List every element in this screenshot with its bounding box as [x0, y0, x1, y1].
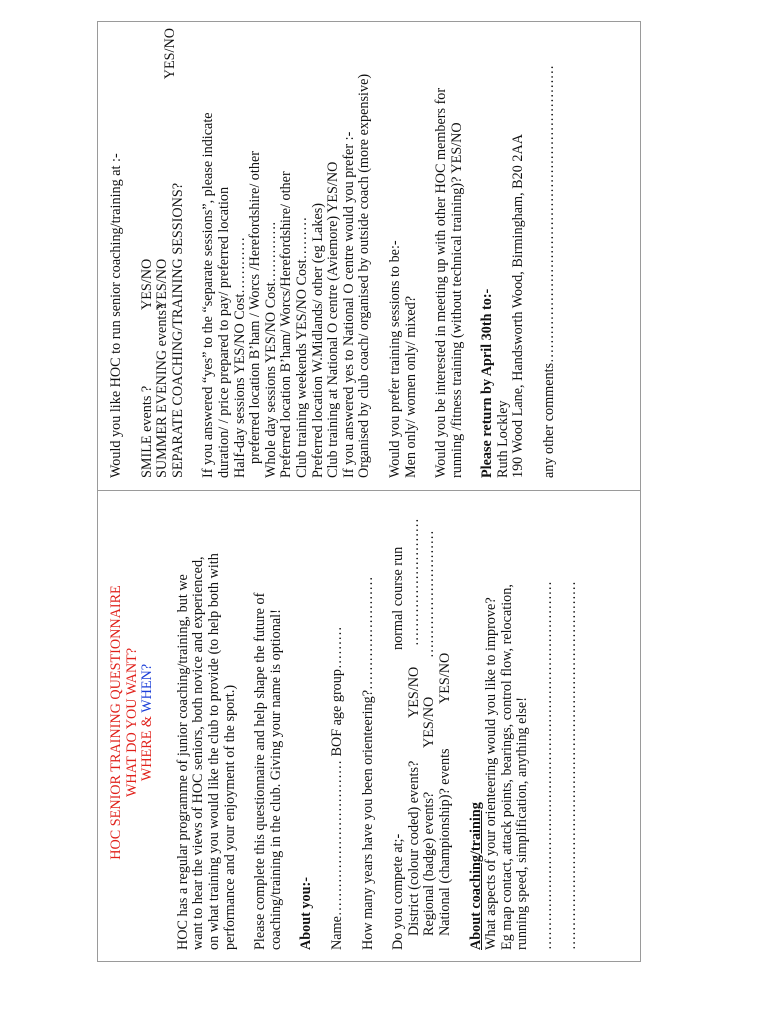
- prefer-line[interactable]: Men only/ women only/ mixed?: [402, 295, 419, 478]
- compete-label: Regional (badge) events?: [421, 791, 438, 936]
- separate-line: If you answered “yes” to the “separate sessions”, please indicate: [200, 112, 217, 478]
- compete-row: [407, 495, 423, 950]
- compete-row: [438, 495, 454, 950]
- event-label: SMILE events ?: [138, 385, 155, 478]
- compete-heading-row: [391, 495, 407, 950]
- separate-line[interactable]: Half-day sessions YES/NO Cost…………: [231, 236, 248, 478]
- title-line-3: [140, 495, 156, 950]
- prefer-line: Would you prefer training sessions to be:-: [386, 240, 403, 478]
- please-line: coaching/training in the club. Giving your name is optional!: [267, 609, 284, 950]
- separate-line[interactable]: Club training weekends YES/NO Cost………: [293, 216, 310, 478]
- separate-line[interactable]: Whole day sessions YES/NO Cost………….: [262, 221, 279, 478]
- left-panel: [97, 495, 641, 950]
- meet-line: Would you be interested in meeting up with other HOC members for: [433, 87, 450, 478]
- name-field[interactable]: Name…………………………… BOF age group………: [328, 626, 345, 950]
- title-when: WHEN?: [139, 663, 156, 717]
- compete-row: [422, 495, 438, 950]
- intro-line: performance and your enjoyment of the sport.): [221, 684, 238, 950]
- event-row: [155, 28, 171, 478]
- compete-fill[interactable]: ………………………: [421, 530, 438, 658]
- event-row: [140, 28, 156, 478]
- compete-label: National (championship)? events: [436, 748, 453, 936]
- event-yes-no[interactable]: YES/NO: [161, 28, 178, 80]
- separate-sessions-block: [201, 28, 373, 478]
- years-field[interactable]: How many years have you been orienteering?……………………: [359, 576, 376, 950]
- event-label: SEPARATE COACHING/TRAINING SESSIONS?: [169, 182, 186, 478]
- separate-line: Preferred location B’ham/ Worcs/Herefordshire/ other: [278, 171, 295, 478]
- event-label: SUMMER EVENING events?: [154, 303, 171, 478]
- separate-line: Preferred location W.Midlands/ other (eg Lakes): [309, 203, 326, 478]
- separate-line: If you answered yes to National O centre would you prefer :-: [340, 131, 357, 478]
- compete-yes-no[interactable]: YES/NO: [405, 666, 422, 718]
- coaching-line: Eg map contact, attack points, bearings, control flow, relocation,: [498, 584, 515, 950]
- event-yes-no[interactable]: YES/NO: [154, 258, 171, 310]
- comments-line[interactable]: any other comments………………………………………………………: [541, 65, 558, 478]
- right-panel: [97, 28, 641, 478]
- title-line-2: WHAT DO YOU WANT?: [123, 647, 140, 798]
- rotated-document: [97, 21, 641, 962]
- coaching-line: What aspects of your orienteering would you like to improve?: [483, 597, 500, 950]
- coaching-heading: About coaching/training: [467, 802, 484, 950]
- answer-dotted-line[interactable]: ……………………………………………………………………: [563, 581, 580, 950]
- about-you-heading: About you:-: [298, 877, 315, 950]
- compete-yes-no[interactable]: YES/NO: [436, 652, 453, 704]
- compete-normal-label: normal course run: [390, 546, 407, 650]
- please-paragraph: [253, 495, 284, 950]
- title-where: WHERE &: [139, 716, 156, 782]
- compete-label: District (colour coded) events?: [405, 760, 422, 936]
- separate-line: duration/ / price prepared to pay/ preferred location: [215, 186, 232, 478]
- meet-line[interactable]: running /fitness training (without technical training)? YES/NO: [448, 122, 465, 478]
- intro-line: on what training you would like the club to provide (to help both with: [205, 553, 222, 950]
- intro-line: want to hear the views of HOC seniors, both novice and experienced,: [190, 556, 207, 950]
- separate-line[interactable]: Club training at National O centre (Aviemore) YES/NO: [325, 161, 342, 478]
- separate-line: Organised by club coach/ organised by outside coach (more expensive): [356, 73, 373, 478]
- intro-line: HOC has a regular programme of junior coaching/training, but we: [174, 574, 191, 950]
- answer-dotted-line[interactable]: ……………………………………………………………………: [538, 581, 555, 950]
- separate-line: preferred location B’ham / Worcs /Herefordshire/ other: [247, 151, 264, 464]
- return-name: Ruth Lockley: [494, 400, 511, 478]
- title-line-1: HOC SENIOR TRAINING QUESTIONNAIRE: [108, 585, 124, 860]
- compete-fill[interactable]: ………………………: [405, 518, 422, 646]
- intro-paragraph: [176, 495, 238, 950]
- return-heading: Please return by April 30th to:-: [479, 288, 496, 478]
- coaching-question: Would you like HOC to run senior coaching/training at :-: [108, 153, 124, 478]
- event-yes-no[interactable]: YES/NO: [138, 258, 155, 310]
- compete-heading: Do you compete at;-: [390, 833, 407, 950]
- return-address: 190 Wood Lane, Handsworth Wood, Birmingham, B20 2AA: [510, 134, 527, 478]
- compete-yes-no[interactable]: YES/NO: [421, 696, 438, 748]
- please-line: Please complete this questionnaire and help shape the future of: [252, 592, 269, 950]
- coaching-line: running speed, simplification, anything else!: [514, 697, 531, 950]
